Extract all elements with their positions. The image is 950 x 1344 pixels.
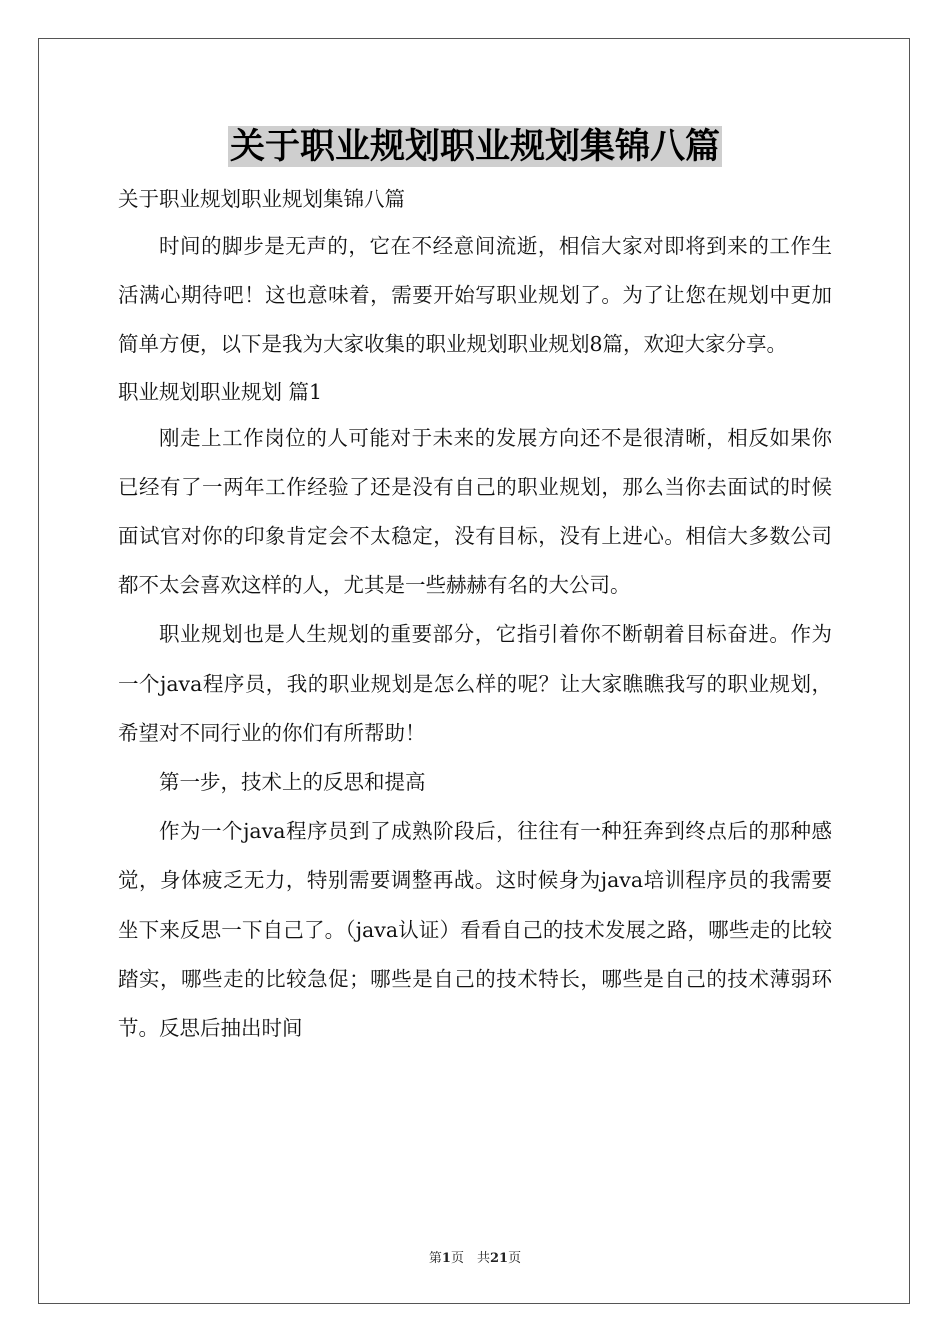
document-body [118,176,832,1053]
section-heading: 职业规划职业规划 篇1 [118,379,323,404]
document-title [0,124,950,170]
paragraph: 时间的脚步是无声的，它在不经意间流逝，相信大家对即将到来的工作生活满心期待吧！这也意味着，需要开始写职业规划了。为了让您在规划中更加简单方便，以下是我为大家收集的职业规划职业规划8篇，欢迎大家分享。 [118,234,832,357]
paragraph: 职业规划也是人生规划的重要部分，它指引着你不断朝着目标奋进。作为一个java程序员，我的职业规划是怎么样的呢？让大家瞧瞧我写的职业规划，希望对不同行业的你们有所帮助！ [118,622,832,745]
footer-page-current: 1 [441,1251,451,1266]
footer-page-mid: 页 共 [450,1251,490,1266]
footer-page-total: 21 [489,1251,509,1266]
paragraph: 刚走上工作岗位的人可能对于未来的发展方向还不是很清晰，相反如果你已经有了一两年工作经验了还是没有自己的职业规划，那么当你去面试的时候面试官对你的印象肯定会不太稳定，没有目标，没有上进心。相信大多数公司都不太会喜欢这样的人，尤其是一些赫赫有名的大公司。 [118,425,832,598]
footer-page-suffix: 页 [508,1251,522,1266]
paragraph: 第一步，技术上的反思和提高 [159,770,426,795]
paragraph: 作为一个java程序员到了成熟阶段后，往往有一种狂奔到终点后的那种感觉，身体疲乏无力，特别需要调整再战。这时候身为java培训程序员的我需要坐下来反思一下自己了。（java认证）看看自己的技术发展之路，哪些走的比较踏实，哪些走的比较急促；哪些是自己的技术特长，哪些是自己的技术薄弱环节。反思后抽出时间 [118,819,832,1041]
page-footer [0,1247,950,1266]
document-subtitle: 关于职业规划职业规划集锦八篇 [118,187,405,211]
footer-page-prefix: 第 [428,1251,442,1266]
document-title-text: 关于职业规划职业规划集锦八篇 [229,126,720,167]
